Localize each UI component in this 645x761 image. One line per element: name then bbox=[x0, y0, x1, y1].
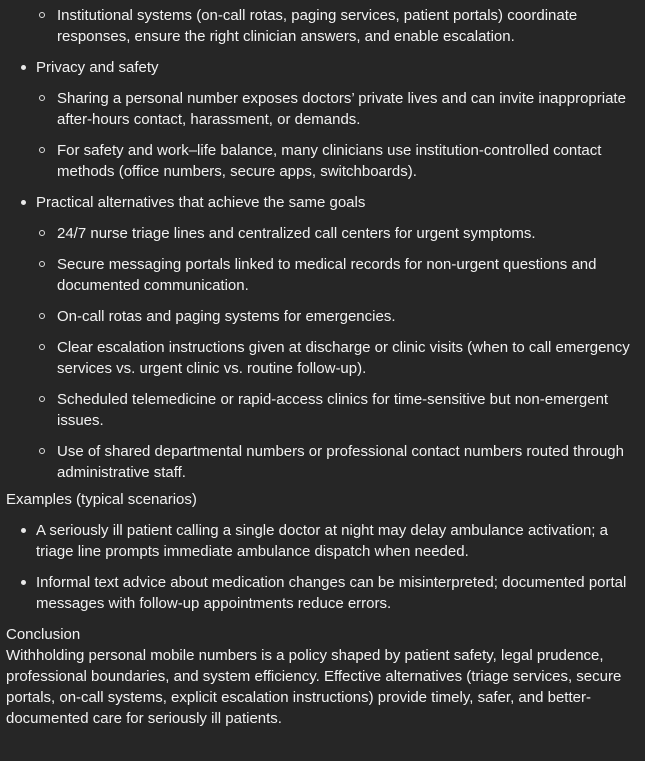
sub-list-item: Scheduled telemedicine or rapid-access clinics for time-sensitive but non-emergent issues. bbox=[36, 389, 645, 431]
section-privacy-safety bbox=[6, 57, 645, 182]
sub-list-item: 24/7 nurse triage lines and centralized call centers for urgent symptoms. bbox=[36, 223, 645, 244]
sub-list-item: On-call rotas and paging systems for emergencies. bbox=[36, 306, 645, 327]
example-item: Informal text advice about medication changes can be misinterpreted; documented portal messages with follow-up appointments reduce errors. bbox=[6, 572, 645, 614]
sub-list-item: Secure messaging portals linked to medical records for non-urgent questions and documented communication. bbox=[36, 254, 645, 296]
sub-list-item: Sharing a personal number exposes doctors’ private lives and can invite inappropriate after-hours contact, harassment, or demands. bbox=[36, 88, 645, 130]
sub-list-item: For safety and work–life balance, many clinicians use institution-controlled contact methods (office numbers, secure apps, switchboards). bbox=[36, 140, 645, 182]
examples-list bbox=[6, 520, 645, 614]
sublist bbox=[36, 223, 645, 483]
sub-list-item: Institutional systems (on-call rotas, paging services, patient portals) coordinate responses, ensure the right clinician answers, and enable escalation. bbox=[36, 5, 645, 47]
section-list bbox=[6, 57, 645, 483]
example-item: A seriously ill patient calling a single doctor at night may delay ambulance activation; a triage line prompts immediate ambulance dispatch when needed. bbox=[6, 520, 645, 562]
continued-sublist bbox=[36, 5, 645, 47]
sub-list-item: Clear escalation instructions given at discharge or clinic visits (when to call emergency services vs. urgent clinic vs. routine follow-up). bbox=[36, 337, 645, 379]
section-practical-alternatives bbox=[6, 192, 645, 483]
sublist bbox=[36, 88, 645, 182]
sub-list-item: Use of shared departmental numbers or professional contact numbers routed through administrative staff. bbox=[36, 441, 645, 483]
conclusion-body: Withholding personal mobile numbers is a policy shaped by patient safety, legal prudence, professional boundaries, and system efficiency. Effective alternatives (triage services, secure portals, on-call systems, explicit escalation instructions) provide timely, safer, and better-documented care for seriously ill patients. bbox=[6, 647, 622, 727]
examples-heading: Examples (typical scenarios) bbox=[6, 491, 197, 508]
section-label: Privacy and safety bbox=[36, 57, 645, 78]
section-label: Practical alternatives that achieve the same goals bbox=[36, 192, 645, 213]
conclusion-heading: Conclusion bbox=[6, 626, 81, 643]
